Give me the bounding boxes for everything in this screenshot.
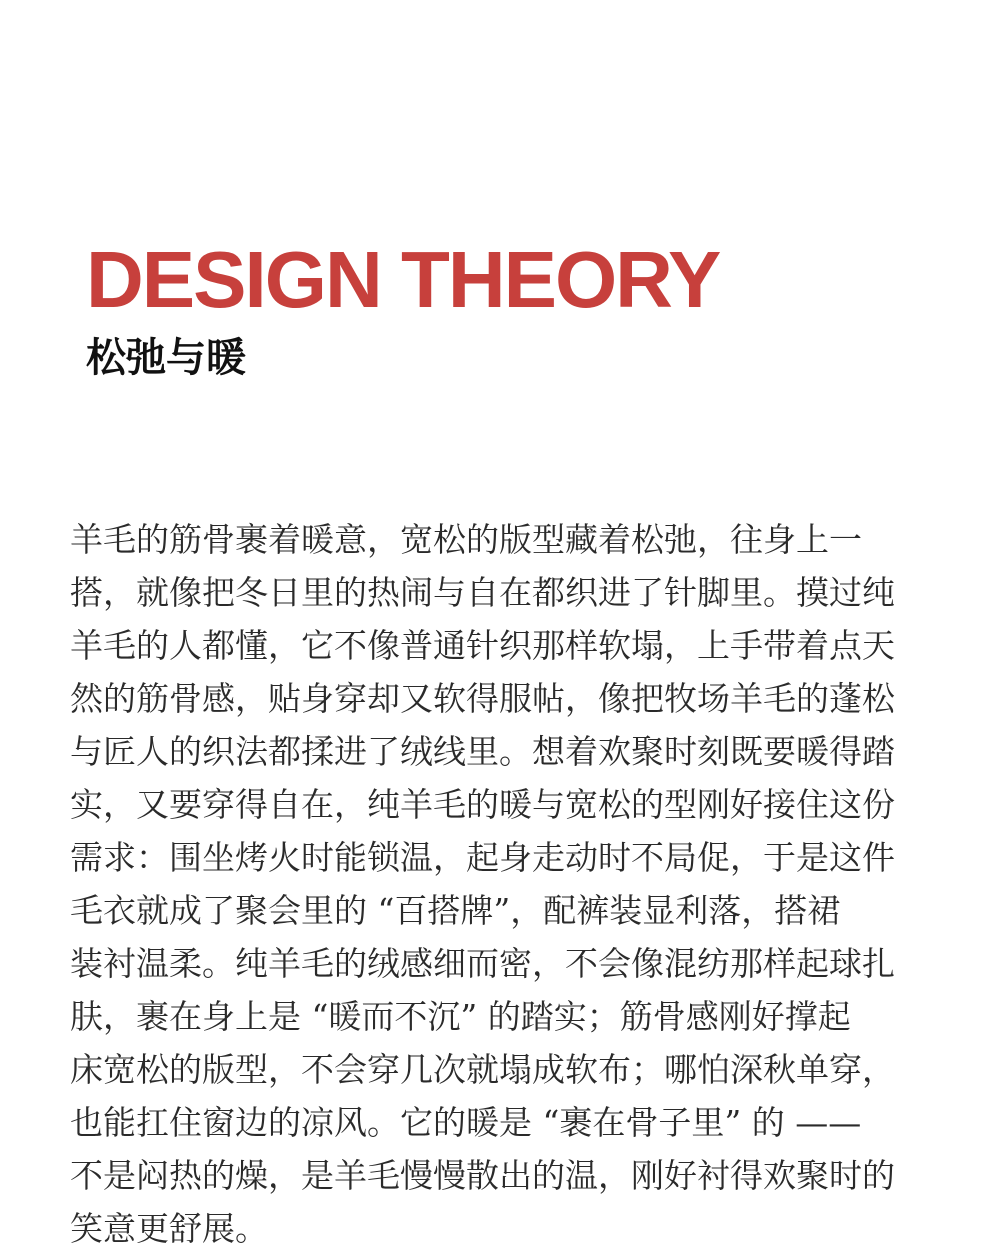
article-line: 羊毛的人都懂，它不像普通针织那样软塌，上手带着点天	[70, 626, 895, 665]
article-line: 装衬温柔。纯羊毛的绒感细而密，不会像混纺那样起球扎	[70, 944, 895, 983]
article-line: 笑意更舒展。	[70, 1209, 268, 1248]
article-line: 床宽松的版型，不会穿几次就塌成软布；哪怕深秋单穿，	[70, 1050, 895, 1089]
article-body	[70, 513, 920, 1255]
article-line: 羊毛的筋骨裹着暖意，宽松的版型藏着松弛，往身上一	[70, 520, 862, 559]
article-line: 毛衣就成了聚会里的 “百搭牌”，配裤装显利落，搭裙	[70, 891, 841, 930]
article-line: 实，又要穿得自在，纯羊毛的暖与宽松的型刚好接住这份	[70, 785, 895, 824]
article-line: 需求：围坐烤火时能锁温，起身走动时不局促，于是这件	[70, 838, 895, 877]
article-line: 与匠人的织法都揉进了绒线里。想着欢聚时刻既要暖得踏	[70, 732, 895, 771]
article-line: 不是闷热的燥，是羊毛慢慢散出的温，刚好衬得欢聚时的	[70, 1156, 895, 1195]
article-line: 也能扛住窗边的凉风。它的暖是 “裹在骨子里” 的 ——	[70, 1103, 862, 1142]
title-chinese: 松弛与暖	[86, 335, 246, 381]
article-line: 肤，裹在身上是 “暖而不沉” 的踏实；筋骨感刚好撑起	[70, 997, 851, 1036]
article-line: 搭，就像把冬日里的热闹与自在都织进了针脚里。摸过纯	[70, 573, 895, 612]
article-line: 然的筋骨感，贴身穿却又软得服帖，像把牧场羊毛的蓬松	[70, 679, 895, 718]
title-english: DESIGN THEORY	[86, 235, 720, 324]
